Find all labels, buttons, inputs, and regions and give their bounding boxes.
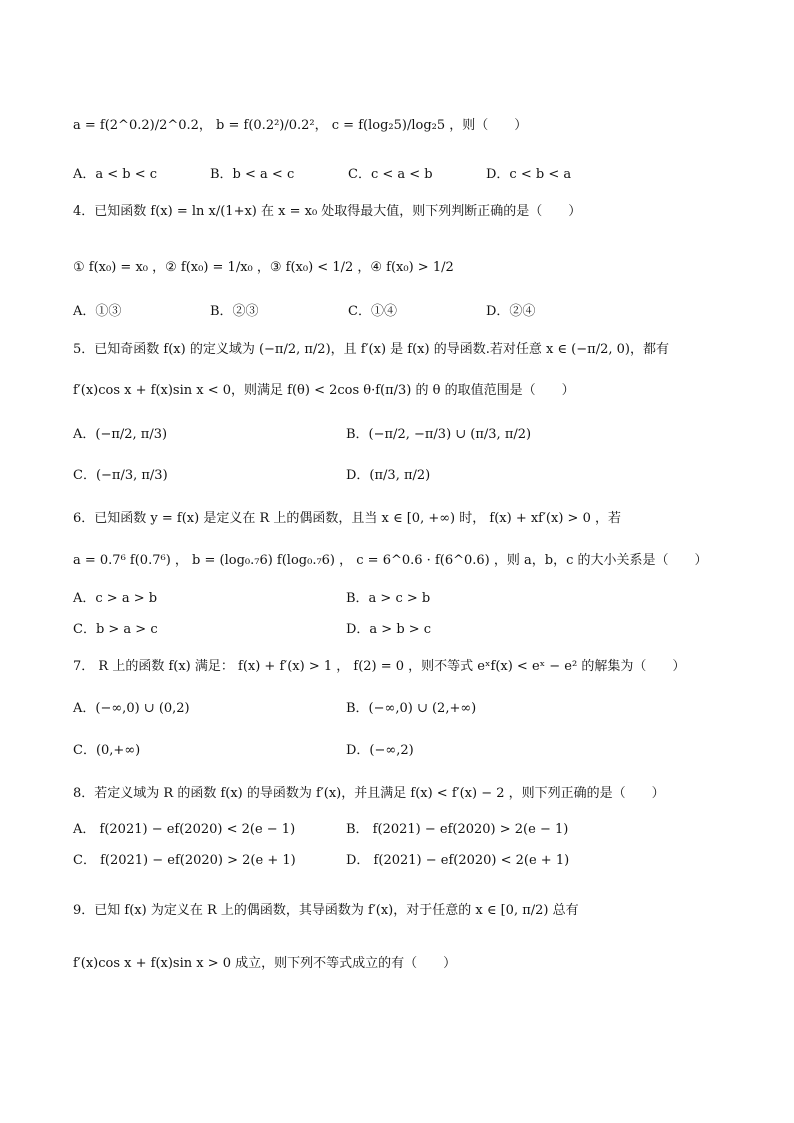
q4-stem: 4．已知函数 f(x) = ln x/(1+x) 在 x = x₀ 处取得最大值，则下列判断正确的是（ ） <box>73 204 582 219</box>
q5-stem: 5．已知奇函数 f(x) 的定义域为 (−π/2, π/2)，且 f′(x) 是 f(x) 的导函数.若对任意 x ∈ (−π/2, 0)，都有 <box>73 342 669 357</box>
q3-option-d: D．c < b < a <box>486 167 572 182</box>
q3-option-a: A．a < b < c <box>73 167 158 182</box>
q3-option-b: B．b < a < c <box>210 167 295 182</box>
q8-option-c: C． f(2021) − ef(2020) > 2(e + 1) <box>73 853 296 868</box>
q9-stem: 9．已知 f(x) 为定义在 R 上的偶函数，其导函数为 f′(x)，对于任意的 x ∈ [0, π/2) 总有 <box>73 903 579 918</box>
q4-option-a: A．①③ <box>73 304 122 319</box>
q6-option-d: D．a > b > c <box>346 622 432 637</box>
q8-option-a: A． f(2021) − ef(2020) < 2(e − 1) <box>73 822 296 837</box>
q5-option-a: A．(−π/2, π/3) <box>73 427 168 442</box>
q9-stem2: f′(x)cos x + f(x)sin x > 0 成立，则下列不等式成立的有（ ） <box>73 956 457 971</box>
q3-option-c: C．c < a < b <box>348 167 433 182</box>
q5-option-c: C．(−π/3, π/3) <box>73 468 168 483</box>
q8-option-b: B． f(2021) − ef(2020) > 2(e − 1) <box>346 822 569 837</box>
q4-statements: ① f(x₀) = x₀ ，② f(x₀) = 1/x₀ ，③ f(x₀) < 1/2 ，④ f(x₀) > 1/2 <box>73 260 454 275</box>
q6-stem: 6．已知函数 y = f(x) 是定义在 R 上的偶函数，且当 x ∈ [0, +∞) 时， f(x) + xf′(x) > 0 ，若 <box>73 511 621 526</box>
q6-option-b: B．a > c > b <box>346 591 431 606</box>
q8-option-d: D． f(2021) − ef(2020) < 2(e + 1) <box>346 853 570 868</box>
q3-formula: a = f(2^0.2)/2^0.2， b = f(0.2²)/0.2²， c = f(log₂5)/log₂5 ，则（ ） <box>73 118 528 133</box>
q5-stem2: f′(x)cos x + f(x)sin x < 0，则满足 f(θ) < 2cos θ·f(π/3) 的 θ 的取值范围是（ ） <box>73 383 575 398</box>
q6-option-a: A．c > a > b <box>73 591 158 606</box>
q4-option-d: D．②④ <box>486 304 536 319</box>
q7-option-c: C．(0,+∞) <box>73 743 141 758</box>
q6-option-c: C．b > a > c <box>73 622 158 637</box>
q6-stem2: a = 0.7⁶ f(0.7⁶) ， b = (log₀.₇6) f(log₀.₇6) ， c = 6^0.6 · f(6^0.6) ，则 a，b，c 的大小关系是（ ） <box>73 553 708 568</box>
q7-option-d: D．(−∞,2) <box>346 743 414 758</box>
q7-stem: 7． R 上的函数 f(x) 满足： f(x) + f′(x) > 1 ， f(2) = 0 ，则不等式 eˣf(x) < eˣ − e² 的解集为（ ） <box>73 659 686 674</box>
q4-option-b: B．②③ <box>210 304 259 319</box>
q5-option-b: B．(−π/2, −π/3) ∪ (π/3, π/2) <box>346 427 532 442</box>
q8-stem: 8．若定义域为 R 的函数 f(x) 的导函数为 f′(x)，并且满足 f(x) < f′(x) − 2 ，则下列正确的是（ ） <box>73 786 665 801</box>
q7-option-a: A．(−∞,0) ∪ (0,2) <box>73 701 190 716</box>
q4-option-c: C．①④ <box>348 304 397 319</box>
q7-option-b: B．(−∞,0) ∪ (2,+∞) <box>346 701 477 716</box>
q5-option-d: D．(π/3, π/2) <box>346 468 431 483</box>
